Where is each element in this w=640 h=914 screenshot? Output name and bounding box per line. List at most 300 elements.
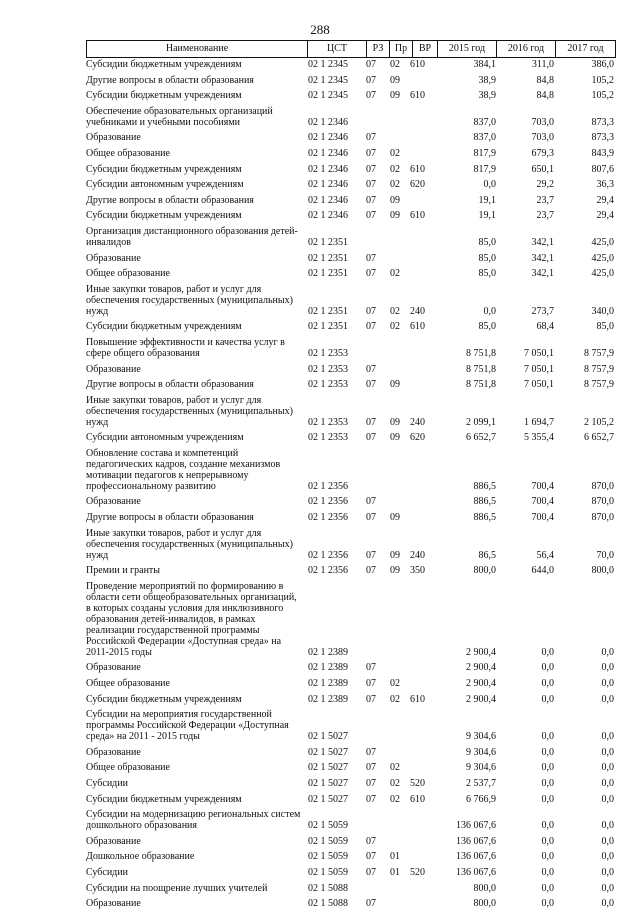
row-name: Обновление состава и компетенций педагогических кадров, создание механизмов мотивации педагогов к непрерывному профессиональному развитию (86, 447, 281, 492)
cell-v2: 23,7 (536, 194, 554, 206)
cell-v3: 0,0 (601, 678, 614, 690)
cell-v2: 1 694,7 (524, 416, 554, 428)
cell-vr: 620 (410, 179, 425, 191)
cell-rz: 07 (366, 762, 376, 774)
cell-v1: 0,0 (483, 179, 496, 191)
cell-vr: 240 (410, 549, 425, 561)
cell-rz: 07 (366, 851, 376, 863)
table-row (86, 321, 614, 332)
cell-v3: 0,0 (601, 762, 614, 774)
row-values (306, 74, 614, 86)
row-values (306, 882, 614, 894)
cell-vr: 620 (410, 432, 425, 444)
cell-v1: 817,9 (473, 147, 496, 159)
cell-v3: 29,4 (596, 210, 614, 222)
cell-v1: 886,5 (473, 496, 496, 508)
cell-v2: 84,8 (536, 90, 554, 102)
cell-v1: 6 766,9 (466, 793, 496, 805)
cell-v2: 700,4 (531, 496, 554, 508)
cell-v1: 2 537,7 (466, 778, 496, 789)
row-name: Проведение мероприятий по формированию в области сети общеобразовательных организаций, в которых созданы условия для инклюзивного образования детей-инвалидов, в рамках реализации государственной программы Российской Федерации «Доступная среда» на 2011-2015 годы (86, 580, 297, 658)
cell-v2: 644,0 (531, 565, 554, 577)
row-values (306, 347, 614, 359)
table-row (86, 164, 614, 175)
table-row (86, 132, 614, 143)
row-values (306, 378, 614, 390)
cell-v3: 29,4 (596, 194, 614, 206)
cell-v2: 703,0 (531, 132, 554, 144)
cell-v1: 86,5 (478, 549, 496, 561)
cell-rz: 07 (366, 793, 376, 805)
row-values (306, 267, 614, 279)
cell-v3: 425,0 (591, 252, 614, 264)
cell-cst: 02 1 5059 (308, 835, 348, 847)
cell-v3: 105,2 (591, 90, 614, 102)
cell-v3: 105,2 (591, 74, 614, 86)
cell-cst: 02 1 2345 (308, 59, 348, 70)
cell-pr: 09 (390, 512, 400, 524)
cell-v1: 19,1 (478, 194, 496, 206)
row-name: Субсидии бюджетным учреждениям (86, 210, 242, 222)
row-values (306, 693, 614, 705)
cell-rz: 07 (366, 59, 376, 70)
cell-pr: 02 (390, 305, 400, 317)
table-row (86, 226, 614, 248)
row-values (306, 416, 614, 428)
row-name: Субсидии на поощрение лучших учителей (86, 882, 268, 894)
cell-cst: 02 1 2353 (308, 432, 348, 444)
row-name: Субсидии бюджетным учреждениям (86, 793, 242, 805)
cell-pr: 02 (390, 163, 400, 175)
cell-v1: 2 900,4 (466, 693, 496, 705)
cell-v2: 0,0 (541, 851, 554, 863)
cell-v2: 0,0 (541, 662, 554, 674)
cell-rz: 07 (366, 496, 376, 508)
row-name: Образование (86, 835, 141, 847)
row-name: Иные закупки товаров, работ и услуг для обеспечения государственных (муниципальных) нужд (86, 283, 293, 317)
cell-cst: 02 1 5027 (308, 793, 348, 805)
row-name: Общее образование (86, 678, 170, 690)
row-name: Другие вопросы в области образования (86, 379, 254, 391)
row-name: Общее образование (86, 268, 170, 280)
cell-rz: 07 (366, 662, 376, 674)
cell-rz: 07 (366, 512, 376, 524)
header-rz: РЗ (366, 41, 389, 57)
table-row (86, 528, 614, 561)
cell-cst: 02 1 2351 (308, 321, 348, 333)
table-row (86, 851, 614, 862)
row-name: Субсидии бюджетным учреждениям (86, 693, 242, 705)
row-values (306, 897, 614, 909)
row-values (306, 646, 614, 658)
cell-v2: 7 050,1 (524, 363, 554, 375)
cell-cst: 02 1 2346 (308, 194, 348, 206)
row-values (306, 793, 614, 805)
cell-v1: 8 751,8 (466, 379, 496, 391)
row-name: Субсидии на мероприятия государственной программы Российской Федерации «Доступная среда» на 2011 - 2015 годы (86, 709, 289, 743)
cell-v3: 0,0 (601, 835, 614, 847)
cell-v1: 384,1 (473, 59, 496, 70)
cell-vr: 240 (410, 416, 425, 428)
cell-vr: 610 (410, 321, 425, 333)
header-cst: ЦСТ (307, 41, 366, 57)
row-name: Премии и гранты (86, 565, 161, 577)
cell-vr: 350 (410, 565, 425, 577)
table-row (86, 253, 614, 264)
cell-cst: 02 1 2389 (308, 646, 348, 658)
cell-v3: 0,0 (601, 746, 614, 758)
cell-v1: 2 900,4 (466, 662, 496, 674)
cell-cst: 02 1 2353 (308, 363, 348, 375)
row-values (306, 511, 614, 523)
cell-v1: 8 751,8 (466, 347, 496, 359)
row-name: Образование (86, 132, 141, 144)
cell-vr: 610 (410, 163, 425, 175)
cell-pr: 09 (390, 379, 400, 391)
cell-pr: 02 (390, 762, 400, 774)
cell-v1: 2 099,1 (466, 416, 496, 428)
cell-v2: 311,0 (531, 59, 554, 70)
cell-v1: 9 304,6 (466, 746, 496, 758)
cell-v2: 342,1 (531, 236, 554, 248)
cell-v2: 703,0 (531, 116, 554, 128)
cell-v1: 2 900,4 (466, 646, 496, 658)
cell-pr: 09 (390, 90, 400, 102)
table-body (86, 59, 614, 914)
row-values (306, 661, 614, 673)
cell-vr: 610 (410, 693, 425, 705)
table-header (86, 40, 616, 58)
row-name: Повышение эффективности и качества услуг в сфере общего образования (86, 336, 285, 359)
table-row (86, 364, 614, 375)
cell-cst: 02 1 5027 (308, 762, 348, 774)
cell-cst: 02 1 2345 (308, 74, 348, 86)
cell-vr: 520 (410, 778, 425, 789)
cell-rz: 07 (366, 252, 376, 264)
row-values (306, 236, 614, 248)
row-values (306, 564, 614, 576)
cell-pr: 09 (390, 565, 400, 577)
cell-v2: 84,8 (536, 74, 554, 86)
row-name: Образование (86, 252, 141, 264)
cell-v1: 136 067,6 (456, 851, 496, 863)
cell-v2: 56,4 (536, 549, 554, 561)
cell-v2: 342,1 (531, 268, 554, 280)
cell-v2: 0,0 (541, 866, 554, 878)
cell-vr: 610 (410, 90, 425, 102)
cell-v1: 85,0 (478, 321, 496, 333)
page-number: 288 (310, 22, 330, 37)
cell-v2: 273,7 (531, 305, 554, 317)
row-name: Субсидии бюджетным учреждениям (86, 163, 242, 175)
cell-cst: 02 1 2346 (308, 116, 348, 128)
cell-cst: 02 1 2356 (308, 565, 348, 577)
cell-v2: 0,0 (541, 820, 554, 832)
cell-v3: 873,3 (591, 116, 614, 128)
header-name: Наименование (165, 43, 229, 54)
cell-rz: 07 (366, 132, 376, 144)
cell-v2: 68,4 (536, 321, 554, 333)
cell-rz: 07 (366, 778, 376, 789)
cell-cst: 02 1 5027 (308, 731, 348, 743)
cell-v3: 8 757,9 (584, 363, 614, 375)
cell-cst: 02 1 5059 (308, 866, 348, 878)
row-name: Образование (86, 662, 141, 674)
row-name: Образование (86, 746, 141, 758)
cell-v2: 0,0 (541, 793, 554, 805)
cell-v3: 0,0 (601, 882, 614, 894)
row-values (306, 252, 614, 264)
cell-pr: 02 (390, 778, 400, 789)
cell-cst: 02 1 2389 (308, 678, 348, 690)
cell-cst: 02 1 2356 (308, 549, 348, 561)
header-2015: 2015 год (437, 41, 496, 57)
cell-v2: 0,0 (541, 678, 554, 690)
cell-vr: 610 (410, 793, 425, 805)
table-row (86, 268, 614, 279)
cell-v2: 7 050,1 (524, 347, 554, 359)
cell-vr: 240 (410, 305, 425, 317)
row-values (306, 116, 614, 128)
row-name: Субсидии автономным учреждениям (86, 432, 244, 444)
row-values (306, 320, 614, 332)
cell-v2: 0,0 (541, 882, 554, 894)
cell-v3: 0,0 (601, 662, 614, 674)
cell-pr: 09 (390, 210, 400, 222)
cell-v1: 886,5 (473, 512, 496, 524)
cell-rz: 07 (366, 379, 376, 391)
cell-rz: 07 (366, 74, 376, 86)
row-name: Другие вопросы в области образования (86, 512, 254, 524)
row-name: Субсидии на модернизацию региональных систем дошкольного образования (86, 809, 301, 832)
table-row (86, 778, 614, 789)
row-values (306, 746, 614, 758)
table-row (86, 662, 614, 673)
cell-v1: 9 304,6 (466, 731, 496, 743)
cell-pr: 02 (390, 693, 400, 705)
row-values (306, 178, 614, 190)
cell-rz: 07 (366, 321, 376, 333)
row-name: Общее образование (86, 147, 170, 159)
cell-rz: 07 (366, 835, 376, 847)
cell-pr: 09 (390, 549, 400, 561)
table-row (86, 195, 614, 206)
table-row (86, 75, 614, 86)
cell-v2: 23,7 (536, 210, 554, 222)
table-row (86, 836, 614, 847)
row-name: Субсидии бюджетным учреждениям (86, 90, 242, 102)
table-row (86, 496, 614, 507)
cell-v3: 425,0 (591, 268, 614, 280)
cell-v2: 0,0 (541, 778, 554, 789)
cell-v3: 85,0 (596, 321, 614, 333)
cell-v2: 0,0 (541, 746, 554, 758)
cell-cst: 02 1 2351 (308, 268, 348, 280)
cell-v3: 386,0 (591, 59, 614, 70)
cell-v2: 0,0 (541, 762, 554, 774)
cell-v3: 873,3 (591, 132, 614, 144)
cell-rz: 07 (366, 363, 376, 375)
table-row (86, 379, 614, 390)
cell-v3: 2 105,2 (584, 416, 614, 428)
row-values (306, 495, 614, 507)
row-name: Общее образование (86, 762, 170, 774)
cell-v3: 0,0 (601, 693, 614, 705)
table-row (86, 337, 614, 359)
cell-v3: 0,0 (601, 731, 614, 743)
cell-cst: 02 1 5027 (308, 778, 348, 789)
cell-v3: 0,0 (601, 778, 614, 789)
cell-rz: 07 (366, 898, 376, 910)
cell-rz: 07 (366, 866, 376, 878)
row-values (306, 147, 614, 159)
table-row (86, 210, 614, 221)
cell-cst: 02 1 2346 (308, 147, 348, 159)
row-values (306, 819, 614, 831)
header-2016: 2016 год (496, 41, 555, 57)
cell-pr: 02 (390, 147, 400, 159)
cell-v1: 9 304,6 (466, 762, 496, 774)
row-name: Образование (86, 363, 141, 375)
table-row (86, 867, 614, 878)
cell-v1: 38,9 (478, 90, 496, 102)
row-values (306, 835, 614, 847)
cell-pr: 01 (390, 866, 400, 878)
cell-cst: 02 1 2356 (308, 512, 348, 524)
cell-rz: 07 (366, 549, 376, 561)
cell-pr: 09 (390, 416, 400, 428)
cell-v1: 85,0 (478, 268, 496, 280)
cell-v1: 136 067,6 (456, 866, 496, 878)
cell-vr: 610 (410, 210, 425, 222)
cell-v2: 0,0 (541, 693, 554, 705)
cell-v1: 136 067,6 (456, 820, 496, 832)
cell-v2: 29,2 (536, 179, 554, 191)
cell-cst: 02 1 5059 (308, 820, 348, 832)
cell-v1: 136 067,6 (456, 835, 496, 847)
cell-cst: 02 1 2345 (308, 90, 348, 102)
cell-pr: 01 (390, 851, 400, 863)
cell-v3: 36,3 (596, 179, 614, 191)
row-values (306, 131, 614, 143)
cell-rz: 07 (366, 194, 376, 206)
table-row (86, 448, 614, 492)
row-values (306, 89, 614, 101)
cell-pr: 02 (390, 678, 400, 690)
row-values (306, 730, 614, 742)
row-name: Иные закупки товаров, работ и услуг для обеспечения государственных (муниципальных) нужд (86, 527, 293, 561)
cell-cst: 02 1 5088 (308, 898, 348, 910)
cell-cst: 02 1 5059 (308, 851, 348, 863)
cell-pr: 02 (390, 179, 400, 191)
cell-v3: 870,0 (591, 512, 614, 524)
table-row (86, 395, 614, 428)
table-row (86, 747, 614, 758)
row-values (306, 850, 614, 862)
table-row (86, 565, 614, 576)
cell-v1: 85,0 (478, 252, 496, 264)
cell-v1: 837,0 (473, 116, 496, 128)
cell-pr: 02 (390, 321, 400, 333)
table-row (86, 678, 614, 689)
cell-rz: 07 (366, 147, 376, 159)
table-row (86, 432, 614, 443)
header-pr: Пр (389, 41, 412, 57)
row-name: Субсидии (86, 866, 128, 878)
cell-v3: 340,0 (591, 305, 614, 317)
cell-pr: 02 (390, 268, 400, 280)
cell-pr: 02 (390, 59, 400, 70)
table-row (86, 148, 614, 159)
cell-v2: 5 355,4 (524, 432, 554, 444)
cell-v1: 2 900,4 (466, 678, 496, 690)
cell-rz: 07 (366, 305, 376, 317)
row-values (306, 549, 614, 561)
cell-v1: 886,5 (473, 480, 496, 492)
cell-v2: 0,0 (541, 646, 554, 658)
table-row (86, 883, 614, 894)
cell-rz: 07 (366, 565, 376, 577)
cell-v1: 38,9 (478, 74, 496, 86)
table-row (86, 762, 614, 773)
cell-v2: 0,0 (541, 898, 554, 910)
row-values (306, 761, 614, 773)
cell-v3: 800,0 (591, 565, 614, 577)
row-name: Обеспечение образовательных организаций учебниками и учебными пособиями (86, 105, 273, 128)
row-values (306, 209, 614, 221)
cell-cst: 02 1 2346 (308, 163, 348, 175)
cell-v1: 8 751,8 (466, 363, 496, 375)
cell-v2: 679,3 (531, 147, 554, 159)
row-values (306, 431, 614, 443)
cell-vr: 610 (410, 59, 425, 70)
cell-v2: 700,4 (531, 480, 554, 492)
header-2017: 2017 год (555, 41, 615, 57)
cell-v2: 650,1 (531, 163, 554, 175)
row-name: Дошкольное образование (86, 851, 195, 863)
row-values (306, 305, 614, 317)
cell-rz: 07 (366, 179, 376, 191)
row-name: Образование (86, 898, 141, 910)
table-row (86, 898, 614, 909)
cell-v3: 425,0 (591, 236, 614, 248)
cell-pr: 09 (390, 432, 400, 444)
table-row (86, 512, 614, 523)
cell-rz: 07 (366, 90, 376, 102)
row-values (306, 58, 614, 70)
cell-v3: 0,0 (601, 820, 614, 832)
cell-v3: 8 757,9 (584, 379, 614, 391)
cell-v3: 807,6 (591, 163, 614, 175)
table-row (86, 694, 614, 705)
cell-rz: 07 (366, 416, 376, 428)
cell-v3: 843,9 (591, 147, 614, 159)
cell-v3: 870,0 (591, 496, 614, 508)
cell-v1: 800,0 (473, 882, 496, 894)
row-name: Субсидии бюджетным учреждениям (86, 59, 242, 70)
cell-cst: 02 1 2346 (308, 132, 348, 144)
row-name: Другие вопросы в области образования (86, 74, 254, 86)
cell-v3: 0,0 (601, 898, 614, 910)
cell-cst: 02 1 5088 (308, 882, 348, 894)
cell-v1: 6 652,7 (466, 432, 496, 444)
row-name: Субсидии (86, 778, 128, 789)
cell-rz: 07 (366, 268, 376, 280)
table-row (86, 90, 614, 101)
row-values (306, 480, 614, 492)
row-values (306, 194, 614, 206)
cell-v3: 0,0 (601, 646, 614, 658)
